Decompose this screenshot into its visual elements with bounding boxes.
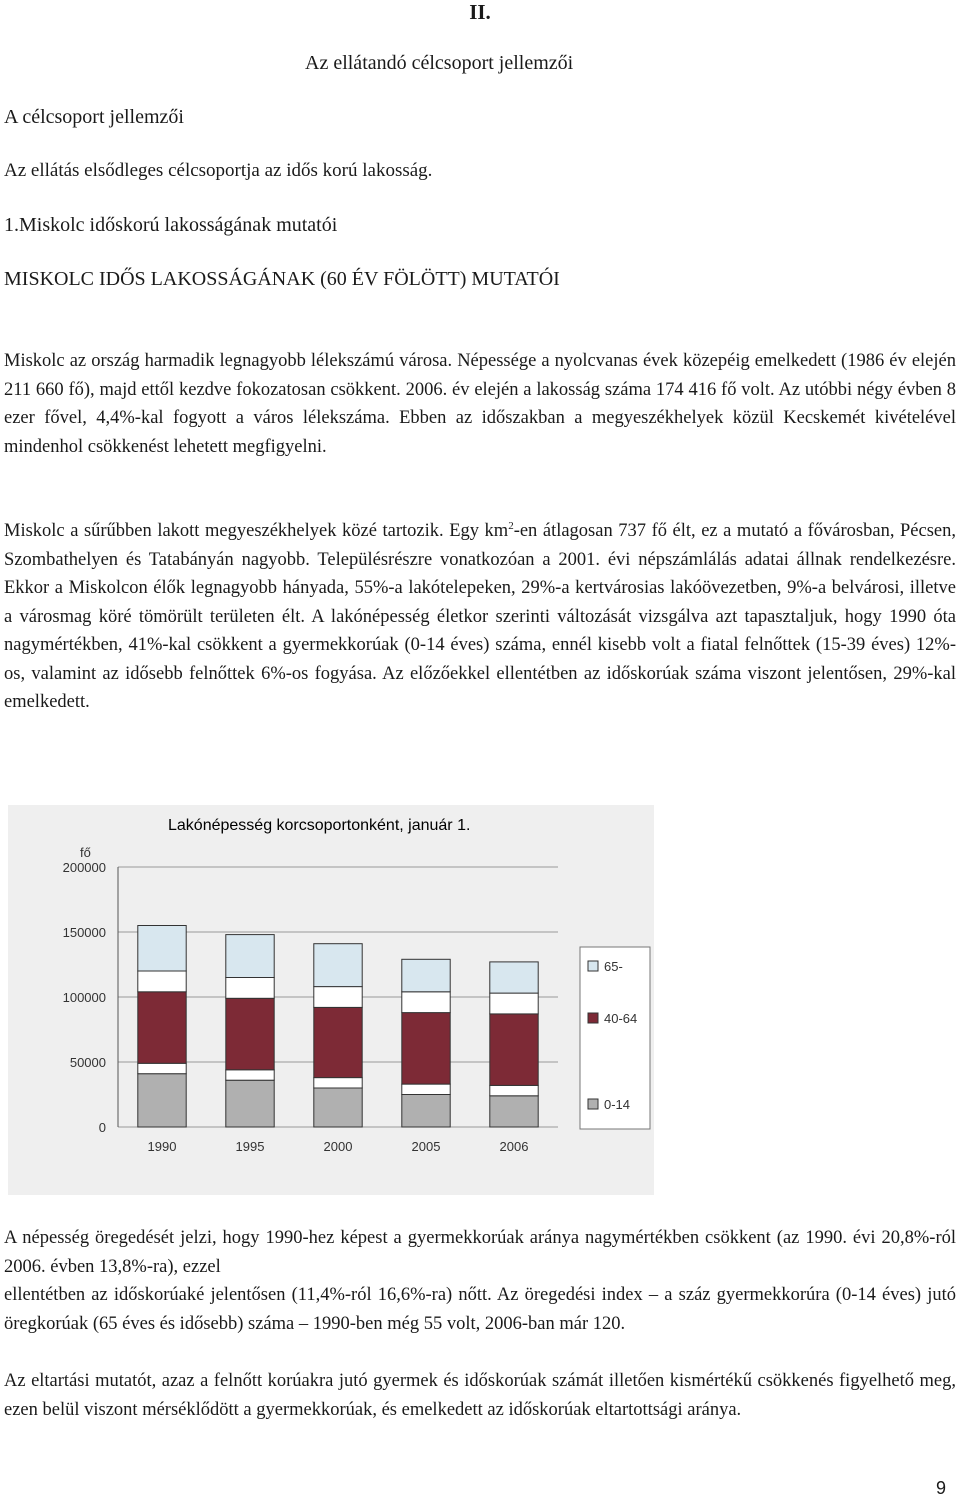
bar-segment <box>226 998 274 1070</box>
bar-segment <box>226 1080 274 1127</box>
chapter-number: II. <box>469 0 491 24</box>
y-tick-label: 150000 <box>62 925 106 940</box>
bar-segment <box>490 1014 538 1086</box>
paragraph-density-part-b: -en átlagosan 737 fő élt, ez a mutató a fővárosban, Pécsen, Szombathelyen és Tatabányán nagyobb. Településrészre vonatkozóan a 2001. évi népszámlálás adatai állnak rendelkezésre. Ekkor a Miskolcon élők legnagyobb hányada, 55%-a lakótelepeken, 29%-a kertvárosias lakóövezetben, 9%-a belvárosi, illetve a városmag köré tömörült területen élt. A lakónépesség életkor szerinti változását vizsgálva azt tapasztaljuk, hogy 1990 óta nagymértékben, 41%-kal csökkent a gyermekkorúak (0-14 éves) száma, ennél kisebb volt a fiatal felnőttek (15-39 éves) 12%-os, valamint az idősebb felnőttek 6%-os fogyása. Az előzőekkel ellentétben az időskorúak száma viszont jelentősen, 29%-kal emelkedett. <box>4 521 956 712</box>
bar-segment <box>490 993 538 1014</box>
paragraph-dependency: Az eltartási mutatót, azaz a felnőtt korúakra jutó gyermek és időskorúak számát illetően kismértékű csökkenés figyelhető meg, ezen belül viszont mérséklődött a gyermekkorúak, és emelkedett az időskorúak eltartottsági aránya. <box>4 1371 956 1420</box>
x-tick-label: 1990 <box>147 1139 177 1154</box>
bar-segment <box>402 1013 450 1085</box>
bar-segment <box>138 926 186 972</box>
chart-svg <box>8 805 654 1195</box>
subsection-title: 1.Miskolc időskorú lakosságának mutatói <box>4 214 338 236</box>
bar-segment <box>138 1074 186 1127</box>
legend-swatch <box>588 1099 598 1109</box>
bar-segment <box>226 935 274 978</box>
bar-segment <box>138 992 186 1064</box>
bar-segment <box>314 1088 362 1127</box>
bar-segment <box>402 959 450 992</box>
y-tick-label: 100000 <box>62 990 106 1005</box>
legend-label: 40-64 <box>604 1011 638 1026</box>
page-number: 9 <box>936 1478 947 1498</box>
population-chart <box>8 805 654 1195</box>
paragraph-density <box>4 517 956 717</box>
y-tick-label: 0 <box>98 1120 106 1135</box>
superscript-2: 2 <box>508 519 514 532</box>
bar-segment <box>226 978 274 999</box>
bar-segment <box>402 992 450 1013</box>
paragraph-density-part-a: Miskolc a sűrűbben lakott megyeszékhelyek közé tartozik. Egy km <box>4 521 509 541</box>
legend-swatch <box>588 1013 598 1023</box>
x-tick-label: 1995 <box>235 1139 265 1154</box>
bar-segment <box>314 1078 362 1088</box>
bar-segment <box>314 944 362 987</box>
x-tick-label: 2005 <box>411 1139 441 1154</box>
bar-segment <box>226 1070 274 1080</box>
bar-segment <box>138 1063 186 1073</box>
chart-title: Lakónépesség korcsoportonként, január 1. <box>168 817 471 834</box>
y-tick-label: 50000 <box>69 1055 106 1070</box>
intro-text: Az ellátás elsődleges célcsoportja az idős korú lakosság. <box>4 160 433 181</box>
bar-segment <box>314 1007 362 1077</box>
legend-swatch <box>588 961 598 971</box>
bar-segment <box>490 1085 538 1095</box>
bar-segment <box>314 987 362 1008</box>
x-tick-label: 2000 <box>323 1139 353 1154</box>
legend-label: 0-14 <box>604 1097 631 1112</box>
legend-label: 65- <box>604 959 623 974</box>
bar-segment <box>138 971 186 992</box>
bar-segment <box>490 1096 538 1127</box>
chapter-title: Az ellátandó célcsoport jellemzői <box>305 52 574 74</box>
y-axis-label: fő <box>80 845 91 860</box>
x-tick-label: 2006 <box>499 1139 529 1154</box>
bar-segment <box>490 962 538 993</box>
paragraph-aging-a: A népesség öregedését jelzi, hogy 1990-hez képest a gyermekkorúak aránya nagymértékben csökkent (az 1990. évi 20,8%-ról 2006. évben 13,8%-ra), ezzel <box>4 1228 956 1277</box>
y-tick-label: 200000 <box>62 860 106 875</box>
paragraph-aging-b: ellentétben az időskorúaké jelentősen (11,4%-ról 16,6%-ra) nőtt. Az öregedési index – a száz gyermekkorúra (0-14 éves) jutó öregkorúak (65 éves és idősebb) száma – 1990-ben még 55 volt, 2006-ban már 120. <box>4 1285 956 1334</box>
paragraph-population: Miskolc az ország harmadik legnagyobb lélekszámú városa. Népessége a nyolcvanas évek közepéig emelkedett (1986 év elején 211 660 fő), majd ettől kezdve fokozatosan csökkent. 2006. év elején a lakosság száma 174 416 fő volt. Az utóbbi négy évben 8 ezer fővel, 4,4%-kal fogyott a város lélekszáma. Ebben az időszakban a megyeszékhelyek közül Kecskemét kivételével mindenhol csökkenést lehetett megfigyelni. <box>4 351 956 457</box>
bar-segment <box>402 1084 450 1094</box>
caps-title: MISKOLC IDŐS LAKOSSÁGÁNAK (60 ÉV FÖLÖTT) MUTATÓI <box>4 268 560 290</box>
section-heading: A célcsoport jellemzői <box>4 106 184 128</box>
bar-segment <box>402 1095 450 1128</box>
